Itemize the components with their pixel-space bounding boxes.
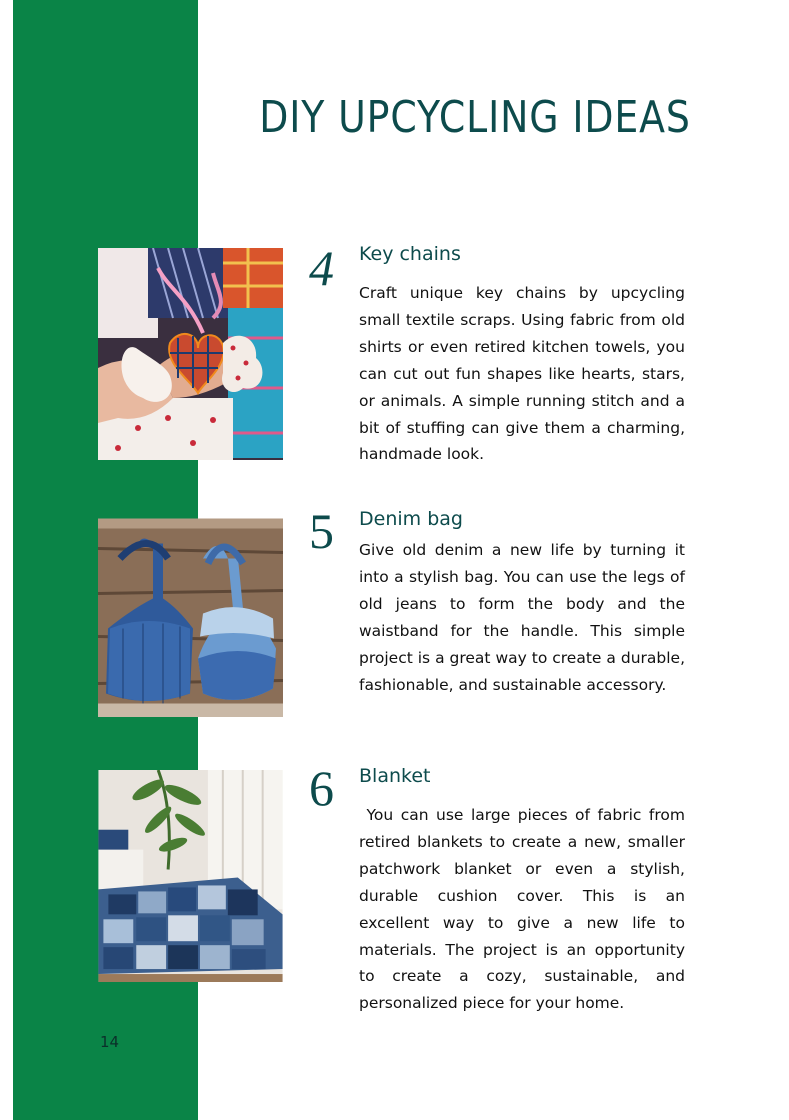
idea-heading-denim-bag: Denim bag [359, 508, 463, 530]
idea-text-blanket: You can use large pieces of fabric from retired blankets to create a new, smaller patchwork blanket or even a stylish, durable cushion cover. This is an excellent way to give a new life to materials. The project is an opportunity to create a cozy, sustainable, and personalized piece for your home. [359, 806, 690, 1013]
page-number: 14 [100, 1033, 120, 1051]
idea-number-4: 4 [309, 240, 334, 296]
idea-number-6: 6 [309, 760, 334, 816]
idea-heading-key-chains: Key chains [359, 243, 461, 265]
idea-number-5: 5 [309, 503, 334, 559]
key-chains-photo [98, 248, 283, 460]
blanket-photo [98, 770, 283, 983]
idea-text-key-chains: Craft unique key chains by upcycling small textile scraps. Using fabric from old shirts or even retired kitchen towels, you can cut out fun shapes like hearts, stars, or animals. A simple running stitch and a bit of stuffing can give them a charming, handmade look. [359, 284, 685, 464]
denim-bag-photo [98, 514, 283, 717]
idea-text-denim-bag: Give old denim a new life by turning it into a stylish bag. You can use the legs of old jeans to form the body and the waistband for the handle. This simple project is a great way to create a durable, fashionable, and sustainable accessory. [359, 541, 685, 694]
idea-heading-blanket: Blanket [359, 765, 431, 787]
page-title: DIY UPCYCLING IDEAS [259, 92, 691, 143]
